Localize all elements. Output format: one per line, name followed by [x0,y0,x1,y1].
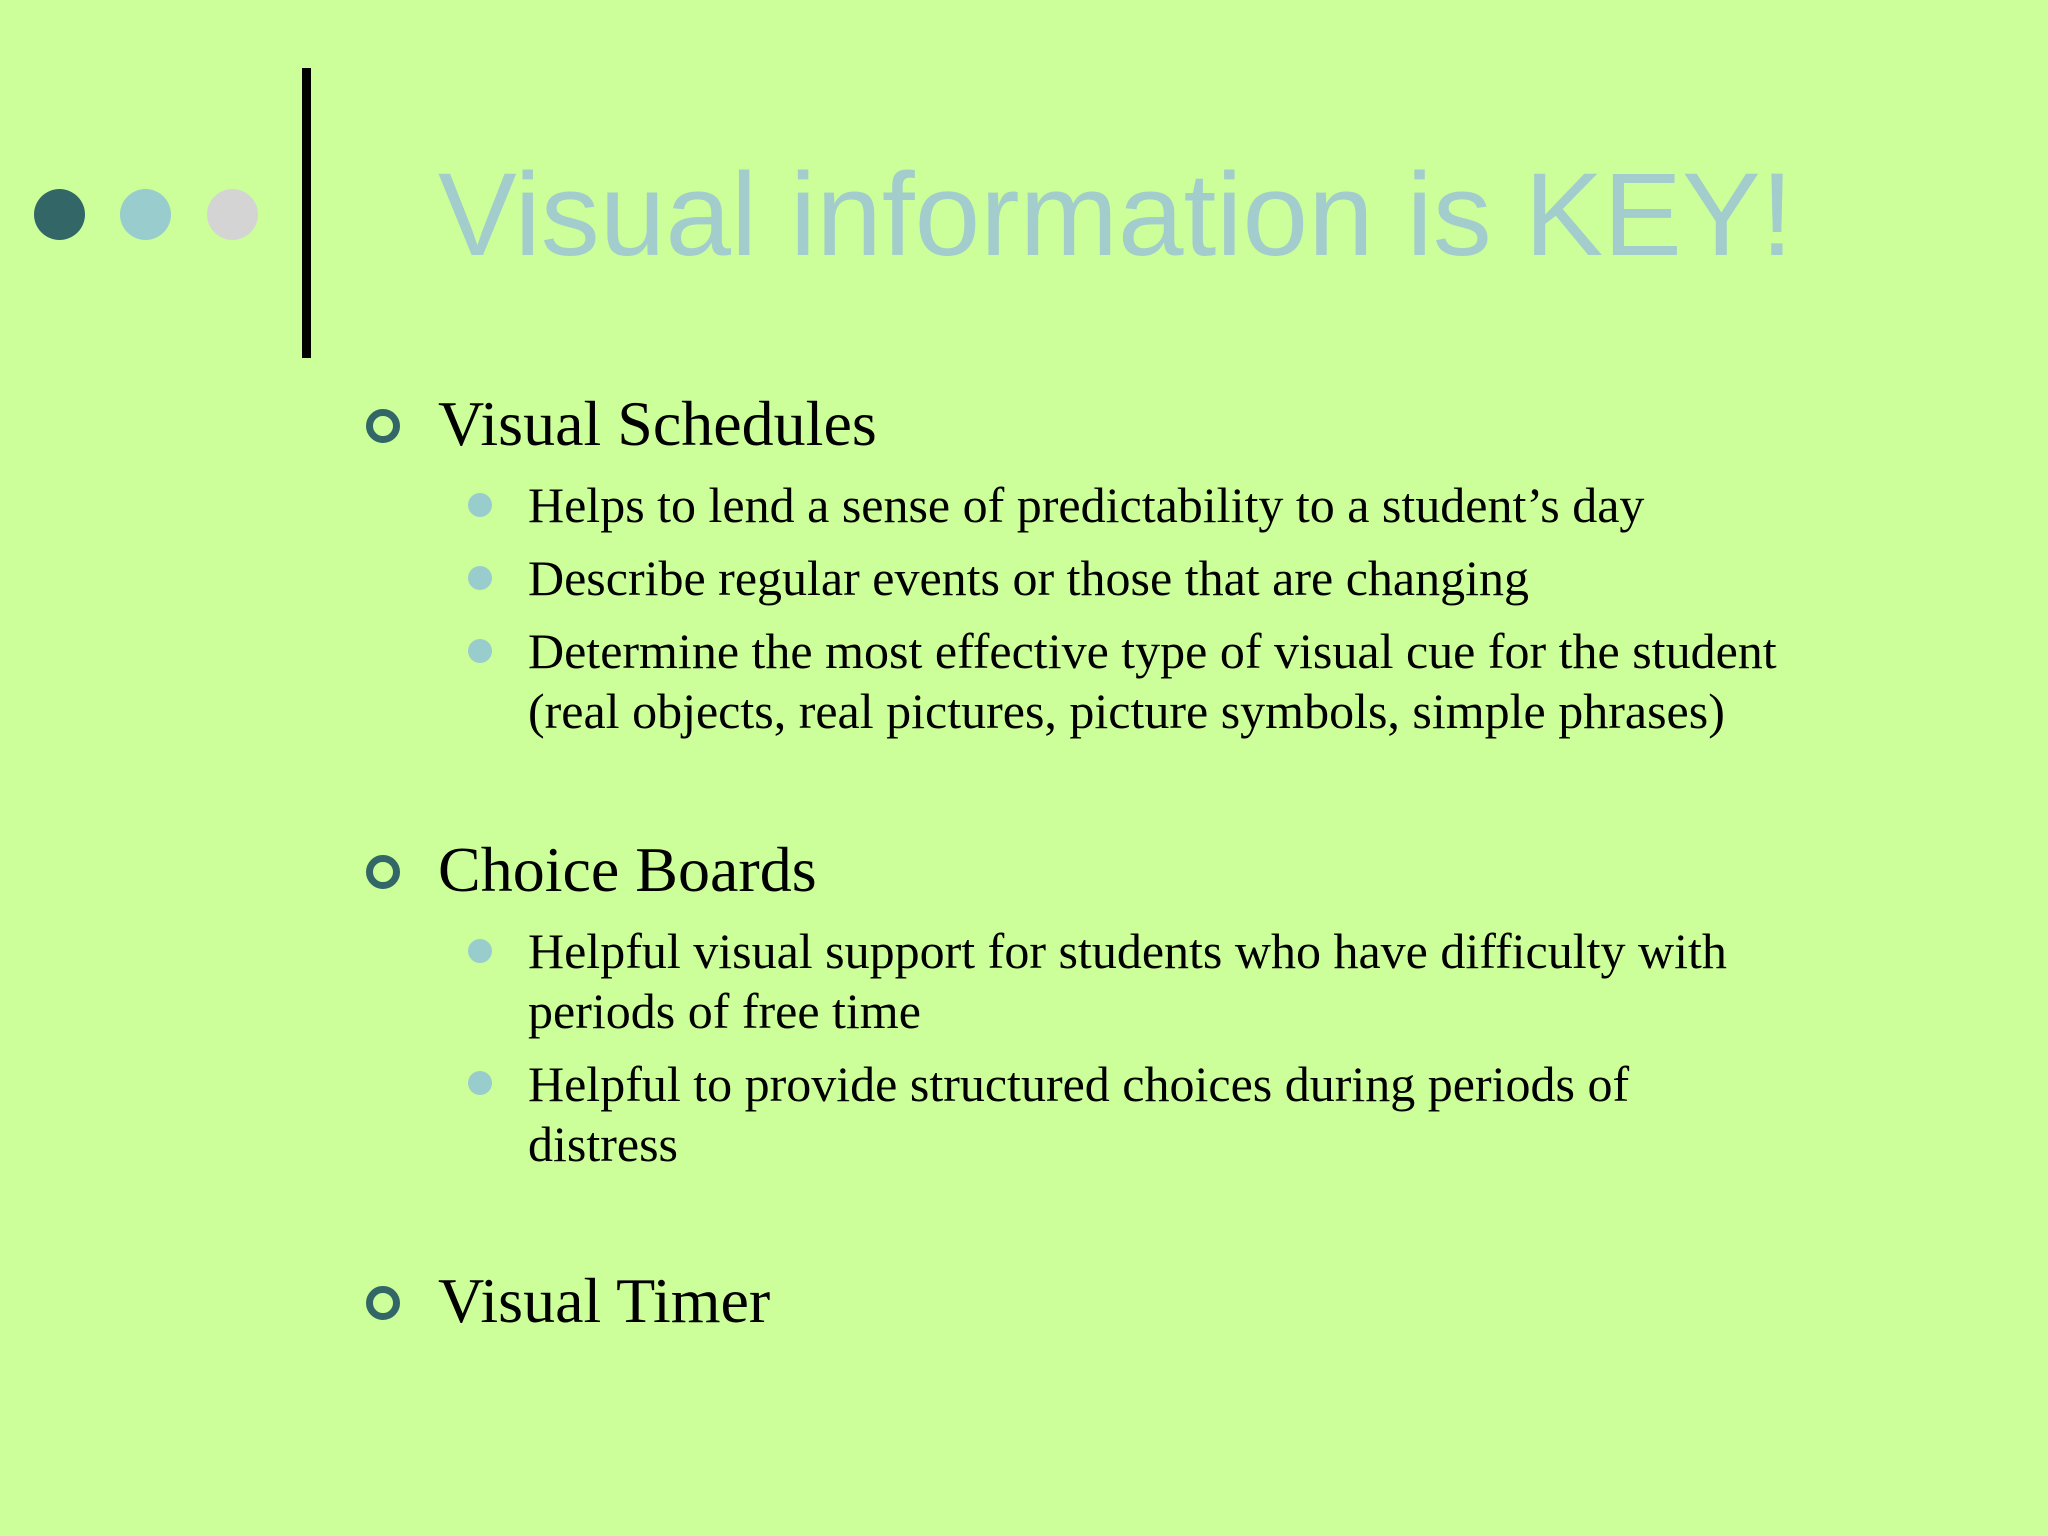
ring-bullet-icon [366,409,400,443]
light-teal-dot-decoration [120,189,171,240]
dark-teal-dot-decoration [34,189,85,240]
bullet-text-continuation: distress [528,1116,678,1172]
dot-bullet-icon [468,939,492,963]
dot-bullet-icon [468,1071,492,1095]
ring-bullet-icon [366,1286,400,1320]
section-heading-visual-timer: Visual Timer [438,1265,771,1336]
dot-bullet-icon [468,493,492,517]
dot-bullet-icon [468,566,492,590]
bullet-text: Helpful visual support for students who have difficulty with [528,923,1727,979]
bullet-text: Helps to lend a sense of predictability to a student’s day [528,477,1645,533]
bullet-text: Determine the most effective type of visual cue for the student [528,623,1777,679]
section-heading-choice-boards: Choice Boards [438,834,817,905]
slide-title: Visual information is KEY! [438,149,1794,281]
section-heading-visual-schedules: Visual Schedules [438,388,877,459]
bullet-text-continuation: periods of free time [528,983,921,1039]
bullet-text: Helpful to provide structured choices during periods of [528,1056,1630,1112]
ring-bullet-icon [366,855,400,889]
bullet-text-continuation: (real objects, real pictures, picture symbols, simple phrases) [528,683,1725,739]
gray-dot-decoration [207,189,258,240]
vertical-divider-line [302,68,311,358]
bullet-text: Describe regular events or those that are changing [528,550,1529,606]
dot-bullet-icon [468,639,492,663]
